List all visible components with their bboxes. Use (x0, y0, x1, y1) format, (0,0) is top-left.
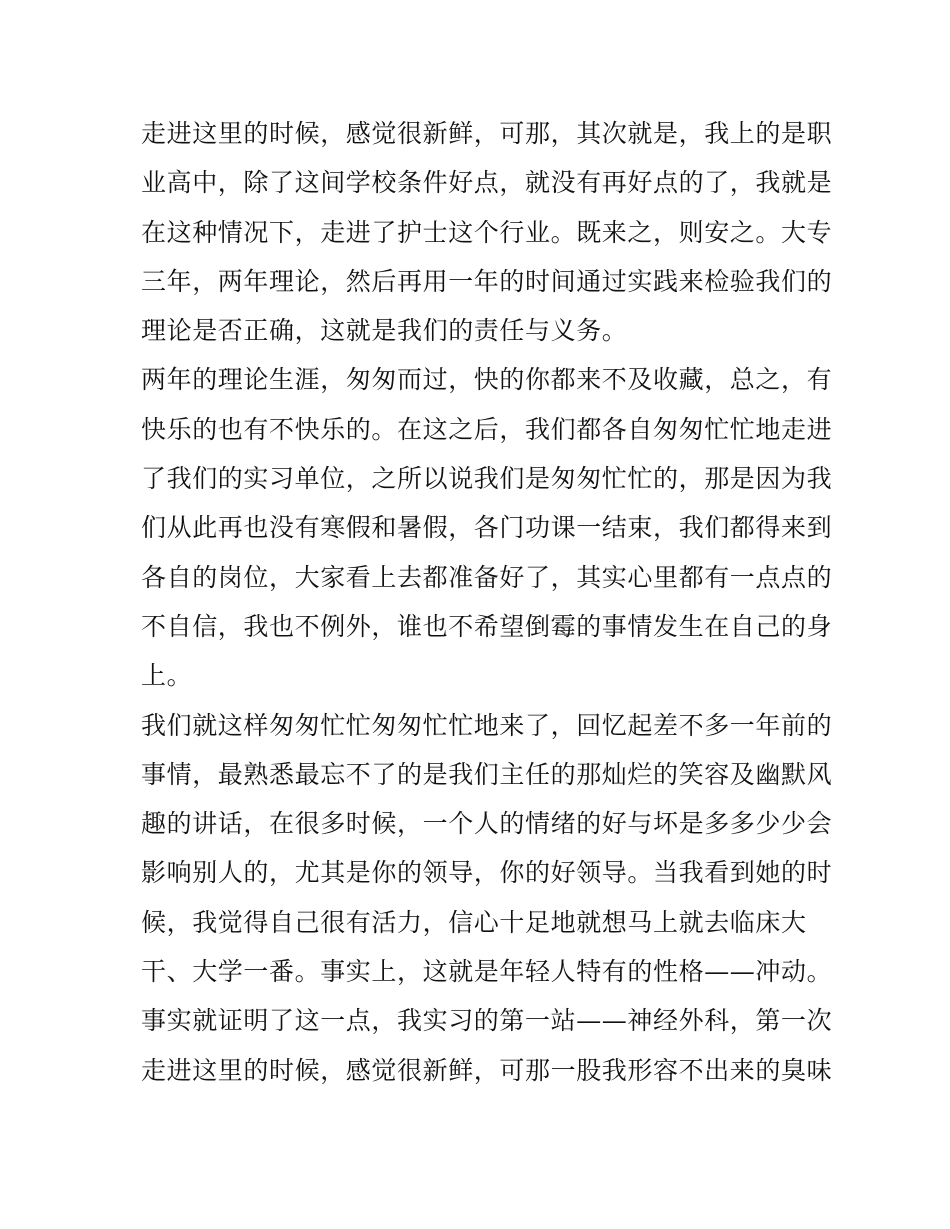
text-line: 我们就这样匆匆忙忙匆匆忙忙地来了，回忆起差不多一年前的 (141, 710, 833, 740)
text-line: 三年，两年理论，然后再用一年的时间通过实践来检验我们的 (141, 266, 833, 296)
text-line: 快乐的也有不快乐的。在这之后，我们都各自匆匆忙忙地走进 (141, 414, 833, 444)
text-line: 干、大学一番。事实上，这就是年轻人特有的性格——冲动。 (141, 957, 833, 987)
text-line: 理论是否正确，这就是我们的责任与义务。 (141, 316, 628, 346)
text-line: 走进这里的时候，感觉很新鲜，可那一股我形容不出来的臭味 (141, 1055, 833, 1085)
text-line: 影响别人的，尤其是你的领导，你的好领导。当我看到她的时 (141, 858, 833, 888)
text-line: 业高中，除了这间学校条件好点，就没有再好点的了，我就是 (141, 168, 833, 198)
text-line: 不自信，我也不例外，谁也不希望倒霉的事情发生在自己的身 (141, 611, 833, 641)
text-line: 走进这里的时候，感觉很新鲜，可那，其次就是，我上的是职 (141, 119, 833, 148)
text-line: 上。 (141, 661, 193, 691)
text-line: 们从此再也没有寒假和暑假，各门功课一结束，我们都得来到 (141, 513, 833, 543)
text-line: 了我们的实习单位，之所以说我们是匆匆忙忙的，那是因为我 (141, 464, 833, 494)
text-line: 两年的理论生涯，匆匆而过，快的你都来不及收藏，总之，有 (141, 365, 833, 395)
text-line: 事情，最熟悉最忘不了的是我们主任的那灿烂的笑容及幽默风 (141, 759, 833, 789)
text-line: 趣的讲话，在很多时候，一个人的情绪的好与坏是多多少少会 (141, 809, 833, 839)
text-line: 候，我觉得自己很有活力，信心十足地就想马上就去临床大 (141, 907, 807, 937)
text-line: 事实就证明了这一点，我实习的第一站——神经外科，第一次 (141, 1006, 833, 1036)
document-body (141, 109, 833, 1095)
text-line: 在这种情况下，走进了护士这个行业。既来之，则安之。大专 (141, 217, 833, 247)
text-line: 各自的岗位，大家看上去都准备好了，其实心里都有一点点的 (141, 562, 833, 592)
